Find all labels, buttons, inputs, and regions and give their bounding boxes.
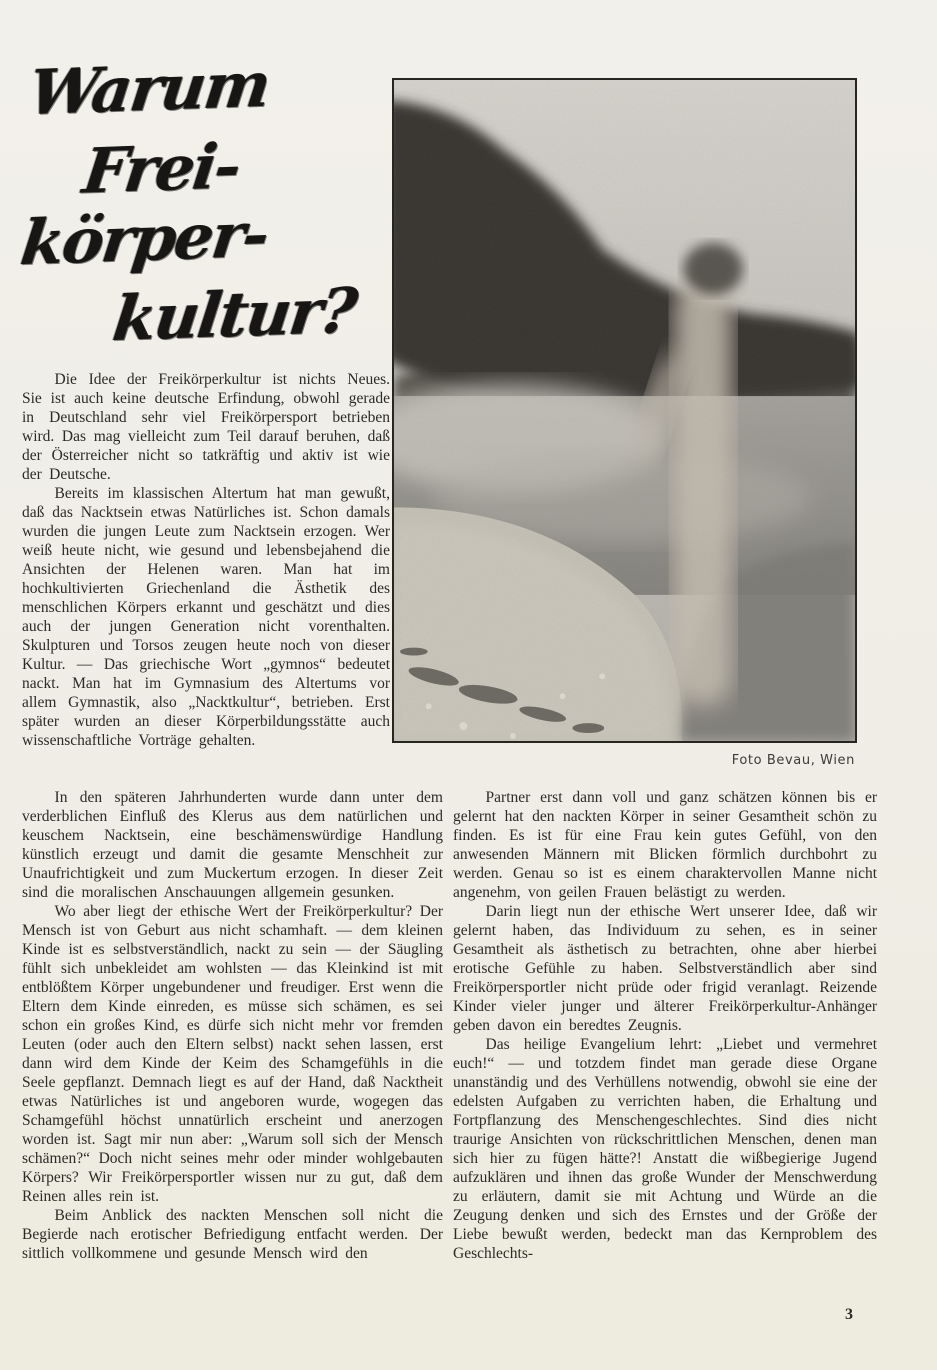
paragraph: Das heilige Evangelium lehrt: „Liebet und vermehret euch!“ — und totzdem findet man gerade diese Organe unanständig und des Verhüllens notwendig, obwohl sie eine der edelsten Aufgaben zu verrichten haben, die Erhaltung und Fortpflanzung des Menschengeschlechtes. Sind dies nicht traurige Ansichten von rückschrittlichen Menschen, denen man sich hier zu fügen hätte?! Anstatt die wißbegierige Jugend aufzuklären und ihnen das große Wunder der Menschwerdung zu erläutern, damit sie mit Achtung und Würde an die Zeugung denken und sich des Ernstes und der Größe der Liebe bewußt werden, bedeckt man das Kernproblem des Geschlechts-	[453, 1036, 877, 1262]
paragraph: In den späteren Jahrhunderten wurde dann unter dem verderblichen Einfluß des Klerus aus dem natürlichen und keuschem Nacktsein, eine beschämenswürdige Handlung künstlich erzeugt und damit die gesamte Menschheit zur Unaufrichtigkeit und zum Muckertum erzogen. In dieser Zeit sind die moralischen Anschauungen allgemein gesunken.	[22, 789, 443, 901]
paragraph: Beim Anblick des nackten Menschen soll nicht die Begierde nach erotischer Befriedigung entfacht werden. Der sittlich vollkommene und gesunde Mensch wird den	[22, 1207, 443, 1262]
page-title-line: kultur?	[108, 273, 360, 356]
page-number: 3	[845, 1306, 853, 1323]
paragraph: Die Idee der Freikörperkultur ist nichts Neues. Sie ist auch keine deutsche Erfindung, obwohl gerade in Deutschland sehr viel Freikörpersport betrieben wird. Das mag vielleicht zum Teil darauf beruhen, daß der Österreicher nicht so tatkräftig und aktiv ist wie der Deutsche.	[22, 371, 390, 483]
article-column-bottom-left	[22, 788, 443, 1263]
lakeshore-photo-graphic	[394, 80, 855, 741]
photo-credit: Foto Bevau, Wien	[731, 753, 855, 768]
paragraph: Wo aber liegt der ethische Wert der Freikörperkultur? Der Mensch ist von Geburt aus nicht schamhaft. — dem kleinen Kinde ist es selbstverständlich, nackt zu sein — der Säugling fühlt sich unbekleidet am wohlsten — das Kleinkind ist mit entblößtem Körper ungebundener und freudiger. Erst wenn die Eltern dem Kinde einreden, es müsse sich schämen, es sei schon ein großes Kind, es dürfe sich nicht mehr vor fremden Leuten (oder auch den Eltern selbst) nackt sehen lassen, erst dann wird dem Kinde der Keim des Schamgefühls in die Seele gepflanzt. Demnach liegt es auf der Hand, daß Nacktheit etwas Natürliches ist und angeboren wurde, wogegen das Schamgefühl höchst unnatürlich erscheint und anerzogen worden ist. Sagt mir nun aber: „Warum soll sich der Mensch schämen?“ Doch nicht seines mehr oder minder wohlgebauten Körpers? Wir Freikörpersportler wissen nur zu gut, daß dem Reinen alles rein ist.	[22, 903, 443, 1205]
page-title	[0, 0, 392, 372]
paragraph: Darin liegt nun der ethische Wert unserer Idee, daß wir gelernt haben, das Individuum zu sehen, es in seiner Gesamtheit als ästhetisch zu betrachten, ohne aber hierbei erotische Gefühle zu haben. Selbstverständlich aber sind Freikörpersportler nicht prüde oder frigid veranlagt. Reizende Kinder vieler junger und älterer Freikörperkultur-Anhänger geben davon ein beredtes Zeugnis.	[453, 903, 877, 1034]
page-title-line: Warum	[24, 47, 273, 130]
article-photo	[392, 78, 857, 743]
article-column-right	[453, 788, 877, 1263]
page-title-line: Frei-	[79, 129, 244, 208]
page-title-line: körper-	[16, 197, 272, 280]
article-column-top-left	[22, 370, 390, 750]
paragraph: Partner erst dann voll und ganz schätzen können bis er gelernt hat den nackten Körper in seiner Gesamtheit schön zu finden. Es ist für eine Frau kein gutes Gefühl, von den anwesenden Männern mit Blicken förmlich durchbohrt zu werden. Genau so ist es einem charaktervollen Manne nicht angenehm, von geilen Frauen belästigt zu werden.	[453, 789, 877, 901]
paragraph: Bereits im klassischen Altertum hat man gewußt, daß das Nacktsein etwas Natürliches ist. Schon damals wurden die jungen Leute zum Nacktsein erzogen. Wer weiß heute nicht, wie gesund und lebensbejahend die Ansichten der Helenen waren. Man hat im hochkultivierten Griechenland die Ästhetik des menschlichen Körpers erkannt und geschätzt und dies auch der jungen Generation nicht vorenthalten. Skulpturen und Torsos zeugen heute noch von dieser Kultur. — Das griechische Wort „gymnos“ bedeutet nackt. Man hat im Gymnasium des Altertums vor allem Gymnastik, also „Nacktkultur“, betrieben. Erst später wurden an dieser Körperbildungsstätte auch wissenschaftliche Vorträge gehalten.	[22, 485, 390, 749]
